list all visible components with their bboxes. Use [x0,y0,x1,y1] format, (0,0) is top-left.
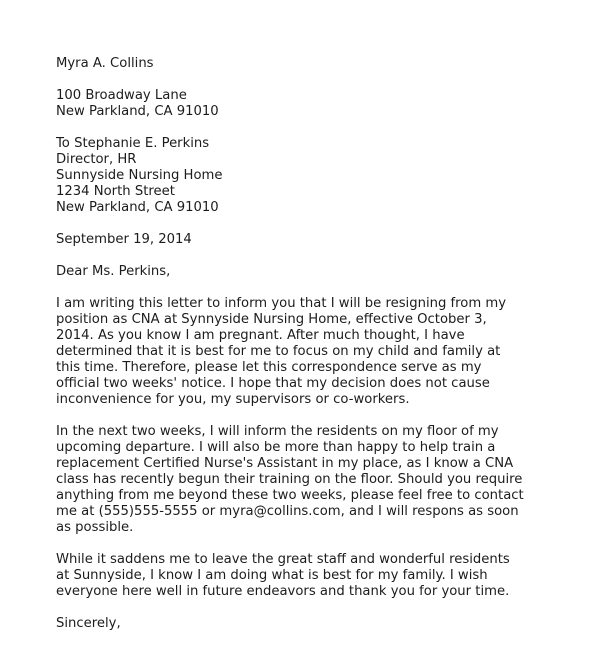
sender-address [56,88,576,120]
salutation-block [56,264,576,280]
paragraph-line: determined that it is best for me to focus on my child and family at [56,344,501,359]
body-paragraph-1 [56,296,576,408]
body-paragraph-2 [56,424,576,536]
paragraph-line: class has recently begun their training on the floor. Should you require [56,472,523,487]
paragraph-line: as possible. [56,520,134,535]
date-block [56,232,576,248]
paragraph-line: anything from me beyond these two weeks, please feel free to contact [56,488,524,503]
sender-name-block [56,56,576,72]
paragraph-line: 2014. As you know I am pregnant. After much thought, I have [56,328,465,343]
sender-street: 100 Broadway Lane [56,88,187,103]
recipient-company: Sunnyside Nursing Home [56,168,223,183]
closing: Sincerely, [56,616,121,631]
body-paragraph-3 [56,552,576,600]
recipient-name: To Stephanie E. Perkins [56,136,210,151]
paragraph-line: I am writing this letter to inform you that I will be resigning from my [56,296,507,311]
paragraph-line: inconvenience for you, my supervisors or co-workers. [56,392,410,407]
recipient-title: Director, HR [56,152,137,167]
resignation-letter [56,56,576,648]
recipient-city: New Parkland, CA 91010 [56,200,219,215]
paragraph-line: In the next two weeks, I will inform the residents on my floor of my [56,424,499,439]
paragraph-line: While it saddens me to leave the great staff and wonderful residents [56,552,510,567]
recipient-address [56,136,576,216]
recipient-street: 1234 North Street [56,184,175,199]
paragraph-line: me at (555)555-5555 or myra@collins.com, and I will respons as soon [56,504,519,519]
letter-date: September 19, 2014 [56,232,192,247]
sender-city: New Parkland, CA 91010 [56,104,219,119]
paragraph-line: official two weeks' notice. I hope that my decision does not cause [56,376,490,391]
paragraph-line: replacement Certified Nurse's Assistant in my place, as I know a CNA [56,456,514,471]
paragraph-line: everyone here well in future endeavors and thank you for your time. [56,584,510,599]
salutation: Dear Ms. Perkins, [56,264,171,279]
paragraph-line: at Sunnyside, I know I am doing what is best for my family. I wish [56,568,488,583]
paragraph-line: upcoming departure. I will also be more than happy to help train a [56,440,496,455]
paragraph-line: this time. Therefore, please let this correspondence serve as my [56,360,482,375]
paragraph-line: position as CNA at Synnyside Nursing Home, effective October 3, [56,312,487,327]
sender-name: Myra A. Collins [56,56,154,71]
